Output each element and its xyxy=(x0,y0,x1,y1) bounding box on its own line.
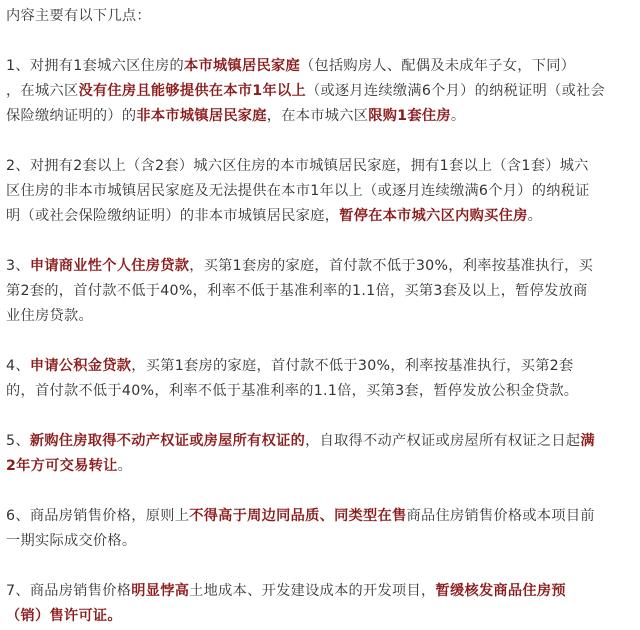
highlighted-text: 本市城镇居民家庭 xyxy=(184,58,300,74)
highlighted-text: 2年方可交易转让 xyxy=(6,458,118,474)
body-text: 5、 xyxy=(6,433,30,449)
body-text: 一期实际成交价格。 xyxy=(6,533,137,549)
body-text: 6、商品房销售价格，原则上 xyxy=(6,508,190,524)
highlighted-text: 明显悖高 xyxy=(131,583,190,599)
text-line xyxy=(6,79,634,104)
text-line xyxy=(6,104,634,129)
text-line xyxy=(6,154,634,179)
policy-item-4 xyxy=(6,354,634,404)
body-text: （或逐月连续缴满6个月）的纳税证明（或社会 xyxy=(305,83,606,99)
paragraph-gap xyxy=(6,29,634,54)
body-text: 1、对拥有1套城六区住房的 xyxy=(6,58,185,74)
policy-item-2 xyxy=(6,154,634,229)
policy-item-6 xyxy=(6,504,634,554)
body-text: （包括购房人、配偶及未成年子女，下同） xyxy=(299,58,576,74)
intro-heading: 内容主要有以下几点： xyxy=(6,8,151,24)
body-text: 3、 xyxy=(6,258,30,274)
paragraph-gap xyxy=(6,329,634,354)
body-text: 商品住房销售价格或本项目前 xyxy=(406,508,595,524)
policy-item-5 xyxy=(6,429,634,479)
body-text: 2、对拥有2套以上（含2套）城六区住房的本市城镇居民家庭，拥有1套以上（含1套）城六 xyxy=(6,158,589,174)
body-text: 土地成本、开发建设成本的开发项目， xyxy=(189,583,436,599)
policy-item-7 xyxy=(6,579,634,629)
body-text: ，在本市城六区 xyxy=(266,108,369,124)
body-text: ，买第1套房的家庭，首付款不低于30%，利率按基准执行，买第2套 xyxy=(131,358,574,374)
text-line xyxy=(6,179,634,204)
paragraph-gap xyxy=(6,554,634,579)
policy-item-3 xyxy=(6,254,634,329)
text-line xyxy=(6,379,634,404)
text-line xyxy=(6,454,634,479)
highlighted-text: 不得高于周边同品质、同类型在售 xyxy=(189,508,407,524)
paragraph-gap xyxy=(6,229,634,254)
highlighted-text: 申请公积金贷款 xyxy=(29,358,132,374)
text-line xyxy=(6,204,634,229)
text-line xyxy=(6,579,634,604)
highlighted-text: 暂缓核发商品住房预 xyxy=(435,583,566,599)
paragraph-gap xyxy=(6,129,634,154)
body-text: 保险缴纳证明的）的 xyxy=(6,108,137,124)
policy-item-1 xyxy=(6,54,634,129)
body-text: 区住房的非本市城镇居民家庭及无法提供在本市1年以上（或逐月连续缴满6个月）的纳税证 xyxy=(6,183,590,199)
highlighted-text: 新购住房取得不动产权证或房屋所有权证的 xyxy=(29,433,306,449)
highlighted-text: （销）售许可证。 xyxy=(6,608,122,624)
text-line xyxy=(6,429,634,454)
body-text: 第2套的，首付款不低于40%，利率不低于基准利率的1.1倍，买第3套及以上，暂停发放商 xyxy=(6,283,588,299)
body-text: 4、 xyxy=(6,358,30,374)
text-line xyxy=(6,54,634,79)
highlighted-text: 限购1套住房 xyxy=(368,108,451,124)
highlighted-text: 没有住房且能够提供在本市1年以上 xyxy=(78,83,306,99)
text-line xyxy=(6,279,634,304)
text-line xyxy=(6,304,634,329)
body-text: ，在城六区 xyxy=(6,83,79,99)
text-line xyxy=(6,354,634,379)
text-line xyxy=(6,529,634,554)
highlighted-text: 申请商业性个人住房贷款 xyxy=(29,258,190,274)
body-text: 。 xyxy=(117,458,133,474)
body-text: ，买第1套房的家庭，首付款不低于30%，利率按基准执行，买 xyxy=(189,258,594,274)
policy-list xyxy=(6,29,634,629)
paragraph-gap xyxy=(6,404,634,429)
body-text: 业住房贷款。 xyxy=(6,308,93,324)
highlighted-text: 暂停在本市城六区内购买住房 xyxy=(339,208,528,224)
highlighted-text: 满 xyxy=(580,433,595,449)
body-text: ，自取得不动产权证或房屋所有权证之日起 xyxy=(305,433,581,449)
body-text: 的，首付款不低于40%，利率不低于基准利率的1.1倍，买第3套，暂停发放公积金贷款。 xyxy=(6,383,579,399)
text-line xyxy=(6,604,634,629)
body-text: 7、商品房销售价格 xyxy=(6,583,132,599)
paragraph-gap xyxy=(6,479,634,504)
text-line xyxy=(6,504,634,529)
highlighted-text: 非本市城镇居民家庭 xyxy=(136,108,267,124)
body-text: 明（或社会保险缴纳证明）的非本市城镇居民家庭， xyxy=(6,208,340,224)
body-text: 。 xyxy=(527,208,543,224)
body-text: 。 xyxy=(450,108,466,124)
text-line xyxy=(6,254,634,279)
